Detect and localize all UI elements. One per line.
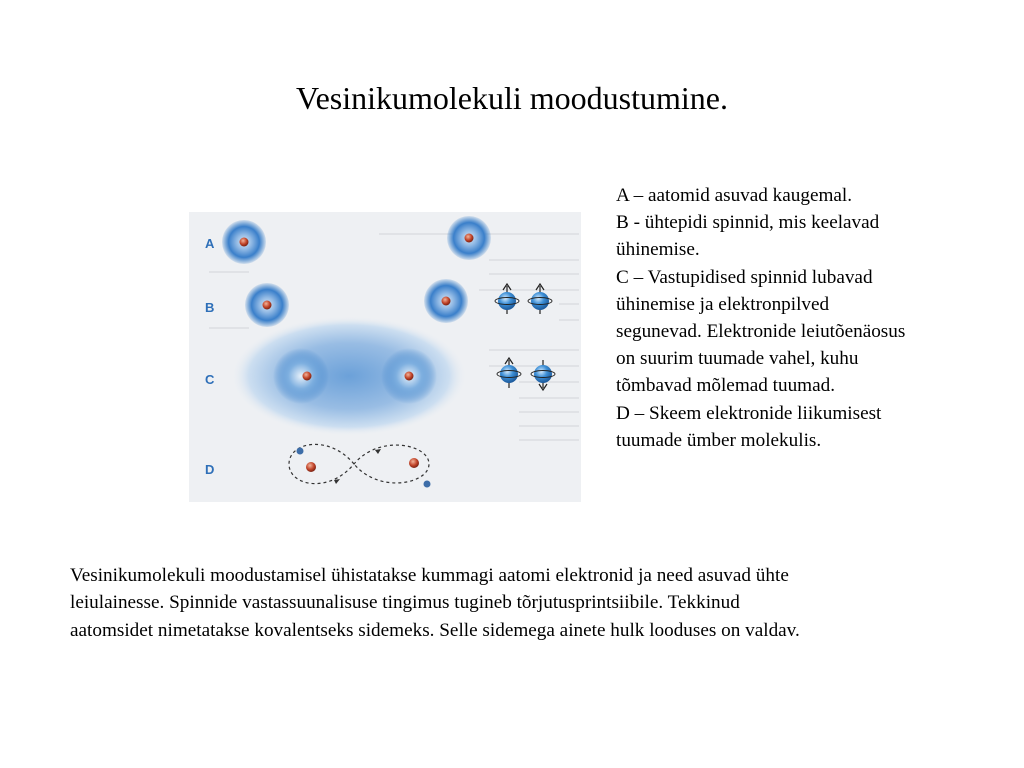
- nucleus-icon: [409, 458, 419, 468]
- caption-line: A – aatomid asuvad kaugemal.: [616, 185, 853, 206]
- row-c-molecule: [231, 316, 467, 436]
- nucleus-icon: [442, 297, 451, 306]
- caption-line: D – Skeem elektronide liikumisest: [616, 402, 882, 424]
- body-line: Vesinikumolekuli moodustamisel ühistatakse kummagi aatomi elektronid ja need asuvad ühte: [70, 565, 789, 586]
- caption-line: C – Vastupidised spinnid lubavad: [616, 266, 873, 288]
- caption-line: segunevad. Elektronide leiutõenäosus: [616, 321, 906, 343]
- figure-illustration: [189, 212, 581, 502]
- caption-line: on suurim tuumade vahel, kuhu: [616, 348, 859, 370]
- nucleus-icon: [405, 372, 414, 381]
- hydrogen-molecule-figure: [189, 212, 581, 502]
- nucleus-icon: [263, 301, 272, 310]
- row-label-c: C: [205, 372, 215, 387]
- nucleus-icon: [465, 234, 474, 243]
- body-line: aatomsidet nimetatakse kovalentseks sidemeks. Selle sidemega ainete hulk looduses on valdav.: [70, 619, 800, 641]
- row-label-a: A: [205, 236, 215, 251]
- figure-caption: [616, 182, 966, 454]
- nucleus-icon: [240, 238, 249, 247]
- electron-icon: [297, 448, 304, 455]
- body-line: leiulainesse. Spinnide vastassuunalisuse tingimus tugineb tõrjutusprintsiibile. Tekkinud: [70, 592, 740, 614]
- row-label-b: B: [205, 300, 215, 315]
- body-paragraph: [70, 562, 970, 644]
- caption-line: tuumade ümber molekulis.: [616, 429, 822, 451]
- row-label-d: D: [205, 462, 215, 477]
- electron-icon: [424, 481, 431, 488]
- slide-title: Vesinikumolekuli moodustumine.: [296, 80, 728, 116]
- caption-line: ühinemise.: [616, 239, 700, 261]
- caption-line: ühinemise ja elektronpilved: [616, 293, 830, 315]
- caption-line: tõmbavad mõlemad tuumad.: [616, 375, 836, 397]
- caption-line: B - ühtepidi spinnid, mis keelavad: [616, 212, 880, 234]
- nucleus-icon: [303, 372, 312, 381]
- nucleus-icon: [306, 462, 316, 472]
